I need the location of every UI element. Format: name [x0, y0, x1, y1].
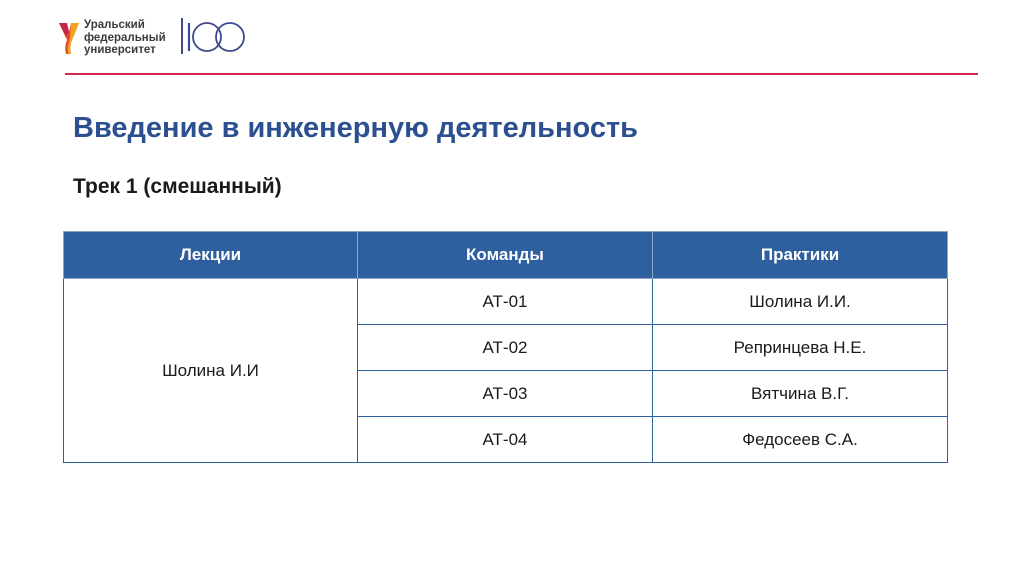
university-name-line-1: Уральский — [84, 19, 145, 31]
lecturer-cell: Шолина И.И — [64, 279, 358, 463]
practice-cell: Федосеев С.А. — [653, 417, 948, 463]
practice-cell: Вятчина В.Г. — [653, 371, 948, 417]
column-header-lectures: Лекции — [64, 232, 358, 279]
column-header-teams: Команды — [358, 232, 653, 279]
urfu-logo-icon — [58, 20, 80, 56]
practice-cell: Шолина И.И. — [653, 279, 948, 325]
team-cell: АТ-04 — [358, 417, 653, 463]
schedule-table — [63, 231, 948, 463]
team-cell: АТ-01 — [358, 279, 653, 325]
logo-divider — [181, 18, 183, 54]
header-divider-line — [65, 73, 978, 75]
table-row — [64, 279, 948, 325]
team-cell: АТ-02 — [358, 325, 653, 371]
anniversary-100-icon — [186, 18, 248, 56]
university-name-line-3: университет — [84, 44, 156, 56]
team-cell: АТ-03 — [358, 371, 653, 417]
page-title: Введение в инженерную деятельность — [73, 112, 638, 144]
page-subtitle: Трек 1 (смешанный) — [73, 175, 282, 198]
university-name — [84, 19, 166, 57]
table-header-row — [64, 232, 948, 279]
university-name-line-2: федеральный — [84, 31, 166, 44]
practice-cell: Репринцева Н.Е. — [653, 325, 948, 371]
column-header-practices: Практики — [653, 232, 948, 279]
